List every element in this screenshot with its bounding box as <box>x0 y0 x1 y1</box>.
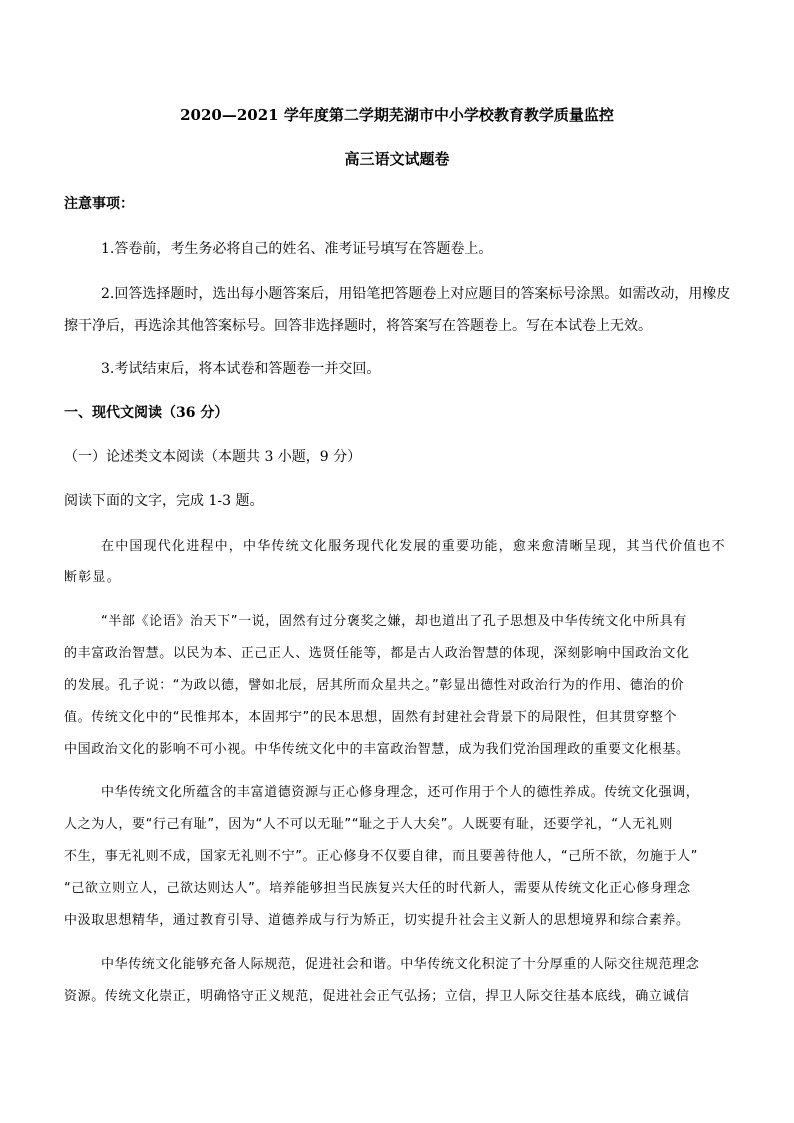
reading-instruction: 阅读下面的文字，完成 1-3 题。 <box>64 493 264 509</box>
passage-line: 的发展。孔子说：“为政以德，譬如北辰，居其所而众星共之。”彰显出德性对政治行为的作用、德治的价 <box>64 678 685 693</box>
passage-line: 中华传统文化能够充备人际规范，促进社会和谐。中华传统文化积淀了十分厚重的人际交往规范理念 <box>101 957 700 972</box>
notice-item: 1.答卷前，考生务必将自己的姓名、准考证号填写在答题卷上。 <box>101 241 493 257</box>
passage-line: 值。传统文化中的“民惟邦本，本固邦宁”的民本思想，固然有封建社会背景下的局限性，但其贯穿整个 <box>64 710 678 725</box>
passage-line: “半部《论语》治天下”一说，固然有过分褒奖之嫌，却也道出了孔子思想及中华传统文化中所具有 <box>101 614 687 629</box>
sub-section-heading: （一）论述类文本阅读（本题共 3 小题，9 分） <box>64 449 362 465</box>
passage-line: 人之为人，要“行己有耻”，因为“人不可以无耻”“耻之于人大矣”。人既要有耻，还要学礼，“人无礼则 <box>64 817 673 832</box>
passage-line: 中国政治文化的影响不可小视。中华传统文化中的丰富政治智慧，成为我们党治国理政的重要文化根基。 <box>64 742 690 757</box>
notice-item-continued: 擦干净后，再选涂其他答案标号。回答非选择题时，将答案写在答题卷上。写在本试卷上无效。 <box>64 318 652 334</box>
passage-line: 不生，事无礼则不成，国家无礼则不宁”。正心修身不仅要自律，而且要善待他人，“己所不欲，勿施于人” <box>64 849 699 864</box>
passage-line: “己欲立则立人，己欲达则达人”。培养能够担当民族复兴大任的时代新人，需要从传统文化正心修身理念 <box>64 881 691 896</box>
section-heading: 一、现代文阅读（36 分） <box>64 405 229 421</box>
passage-line: 断彰显。 <box>64 570 121 585</box>
passage-line: 在中国现代化进程中，中华传统文化服务现代化发展的重要功能，愈来愈清晰呈现，其当代价值也不 <box>101 539 726 554</box>
passage-line: 的丰富政治智慧。以民为本、正己正人、选贤任能等，都是古人政治智慧的体现，深刻影响中国政治文化 <box>64 646 690 661</box>
notice-item: 2.回答选择题时，选出每小题答案后，用铅笔把答题卷上对应题目的答案标号涂黑。如需改动，用橡皮 <box>101 286 731 302</box>
exam-title: 2020—2021 学年度第二学期芜湖市中小学校教育教学质量监控 <box>180 106 614 124</box>
passage-line: 资源。传统文化崇正，明确恪守正义规范，促进社会正气弘扬；立信，捍卫人际交往基本底线，确立诚信 <box>64 989 690 1004</box>
passage-line: 中汲取思想精华，通过教育引导、道德养成与行为矫正，切实提升社会主义新人的思想境界和综合素养。 <box>64 913 690 928</box>
notice-item: 3.考试结束后，将本试卷和答题卷一并交回。 <box>101 361 381 377</box>
exam-subtitle: 高三语文试题卷 <box>344 150 450 168</box>
notice-heading: 注意事项： <box>64 196 134 212</box>
passage-line: 中华传统文化所蕴含的丰富道德资源与正心修身理念，还可作用于个人的德性养成。传统文化强调， <box>101 785 700 800</box>
